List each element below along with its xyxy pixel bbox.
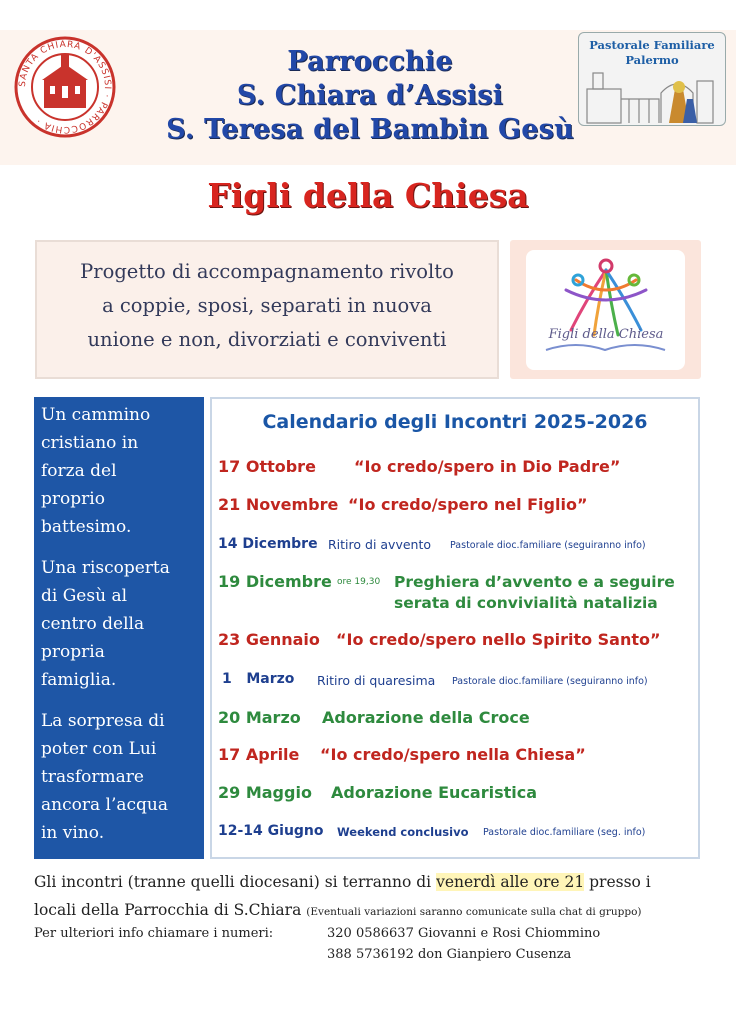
sidebar-line: La sorpresa di [41, 711, 165, 731]
sidebar-line: in vino. [41, 823, 105, 843]
event-note: Pastorale dioc.familiare (seguiranno info) [452, 676, 648, 687]
event-date: 14 Dicembre [218, 536, 318, 552]
sidebar-panel [34, 397, 204, 859]
parish-line-3: S. Teresa del Bambin Gesù [166, 114, 574, 145]
sidebar-line: famiglia. [41, 670, 117, 690]
intro-line-1: Progetto di accompagnamento rivolto [80, 260, 454, 283]
sidebar-line: centro della [41, 614, 145, 634]
event-date: 20 Marzo [218, 708, 301, 727]
contact-label: Per ulteriori info chiamare i numeri: [34, 926, 274, 941]
event-note: Pastorale dioc.familiare (seguiranno info) [450, 540, 646, 551]
intro-box [35, 240, 499, 379]
badge-line2: Palermo [625, 53, 679, 67]
sidebar-line: battesimo. [41, 517, 132, 537]
logo-caption: Figli della Chiesa [548, 327, 664, 342]
event-title: Ritiro di quaresima [317, 673, 436, 688]
event-title: Adorazione Eucaristica [331, 783, 538, 802]
badge-line1: Pastorale Familiare [589, 38, 715, 52]
sidebar-line: cristiano in [41, 433, 139, 453]
sidebar-line: proprio [41, 489, 105, 509]
seal-text: SANTA CHIARA D'ASSISI · PARROCCHIA · [17, 39, 113, 135]
event-time: ore 19,30 [337, 577, 381, 587]
event-title: Preghiera d’avvento e a seguire [394, 573, 675, 591]
event-date: 21 Novembre [218, 495, 339, 514]
event-date: 1 Marzo [222, 671, 295, 687]
sidebar-line: trasformare [41, 767, 144, 787]
sidebar-line: Una riscoperta [41, 558, 170, 578]
sidebar-line: propria [41, 642, 105, 662]
intro-line-3: unione e non, divorziati e conviventi [87, 328, 447, 351]
open-book-figures-icon [526, 250, 685, 370]
intro-line-2: a coppie, sposi, separati in nuova [102, 294, 432, 317]
parish-line-2: S. Chiara d’Assisi [236, 80, 504, 111]
parish-line-1: Parrocchie [287, 46, 453, 77]
sidebar-line: di Gesù al [41, 586, 128, 606]
sidebar-line: forza del [41, 461, 117, 481]
page-title: Figli della Chiesa [207, 176, 529, 215]
footer-line-2: locali della Parrocchia di S.Chiara (Eventuali variazioni saranno comunicate sulla chat di gruppo) [34, 901, 642, 919]
event-date: 12-14 Giugno [218, 823, 324, 839]
event-title: Weekend conclusivo [337, 825, 469, 839]
event-title: “Io credo/spero nella Chiesa” [320, 745, 586, 764]
event-title-line2: serata di convivialità natalizia [394, 594, 658, 612]
sidebar-line: poter con Lui [41, 739, 157, 759]
event-date: 23 Gennaio [218, 630, 320, 649]
event-date: 29 Maggio [218, 783, 312, 802]
parish-seal-icon [14, 36, 116, 138]
event-date: 17 Ottobre [218, 457, 316, 476]
sidebar-line: Un cammino [41, 405, 151, 425]
footer-note: (Eventuali variazioni saranno comunicate sulla chat di gruppo) [306, 906, 642, 918]
event-date: 17 Aprile [218, 745, 300, 764]
event-title: “Io credo/spero nel Figlio” [348, 495, 588, 514]
figli-della-chiesa-logo [510, 240, 701, 379]
event-title: Ritiro di avvento [328, 537, 432, 552]
contact-1: 320 0586637 Giovanni e Rosi Chiommino [327, 926, 601, 941]
highlighted-time: venerdì alle ore 21 [436, 873, 585, 891]
sidebar-line: ancora l’acqua [41, 795, 168, 815]
event-note: Pastorale dioc.familiare (seg. info) [483, 827, 646, 838]
calendar-title: Calendario degli Incontri 2025-2026 [262, 411, 648, 433]
event-title: Adorazione della Croce [322, 708, 530, 727]
event-date: 19 Dicembre [218, 572, 332, 591]
event-title: “Io credo/spero in Dio Padre” [354, 457, 621, 476]
event-title: “Io credo/spero nello Spirito Santo” [336, 630, 661, 649]
footer-line-1: Gli incontri (tranne quelli diocesani) si terranno di venerdì alle ore 21 presso i [34, 873, 651, 891]
contact-2: 388 5736192 don Gianpiero Cusenza [327, 947, 572, 962]
